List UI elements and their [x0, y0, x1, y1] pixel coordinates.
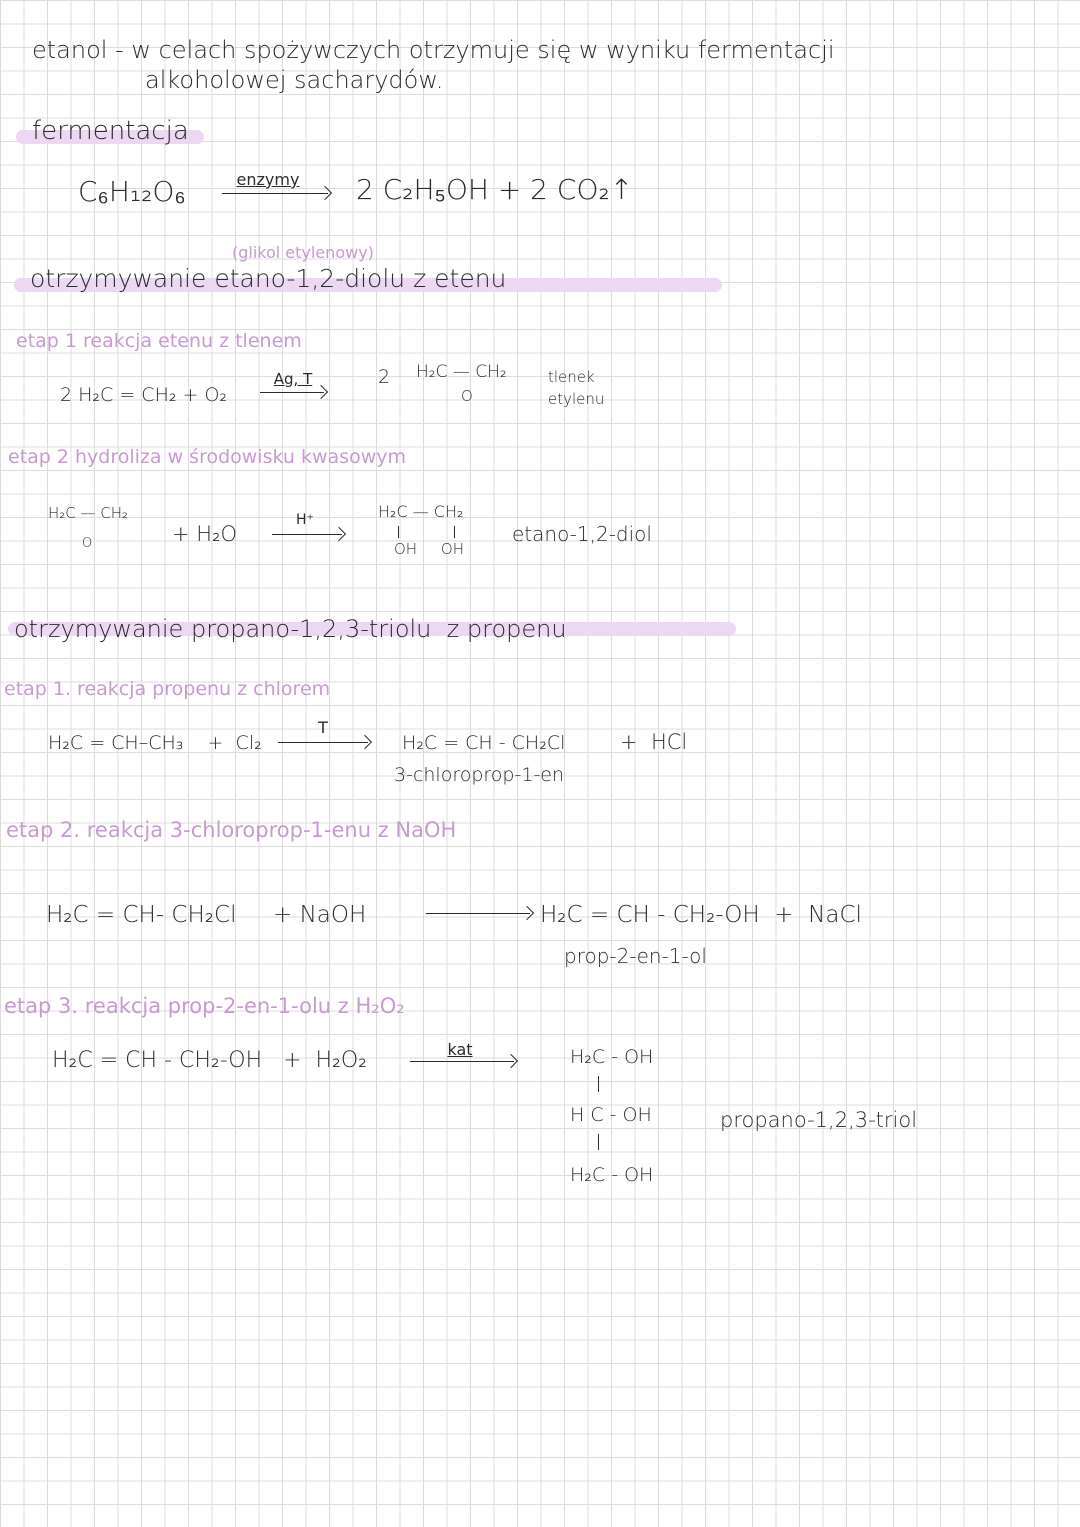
glycol-step1-left: 2 H₂C = CH₂ + O₂ [60, 384, 228, 406]
fermentation-arrow [222, 193, 328, 194]
glycerol-step3-row3: H₂C - OH [570, 1164, 654, 1186]
glycerol-step1-product: H₂C = CH - CH₂Cl [402, 732, 566, 754]
glycerol-step3-row2: H C - OH [570, 1104, 652, 1126]
glycol-step1-title: etap 1 reakcja etenu z tlenem [16, 330, 302, 352]
glycol-step1-condition: Ag, T [273, 370, 313, 388]
glycol-step1-coef: 2 [378, 366, 391, 388]
glycol-step2-condition: H⁺ [296, 512, 314, 528]
glycol-step2-title: etap 2 hydroliza w środowisku kwasowym [8, 446, 406, 468]
fermentation-reactant: C₆H₁₂O₆ [78, 175, 186, 208]
glycerol-step3-title: etap 3. reakcja prop-2-en-1-olu z H₂O₂ [4, 994, 405, 1018]
glycol-step2-epoxide-o: O [82, 536, 93, 551]
glycol-step1-epoxide-o: O [461, 387, 473, 405]
intro-line-2: alkoholowej sacharydów. [145, 66, 444, 94]
glycerol-step2-arrow [426, 913, 530, 914]
glycol-step2-bond-right [454, 526, 455, 538]
glycol-step2-water: + H₂O [172, 522, 238, 546]
glycerol-step1-byproduct: + HCl [620, 730, 688, 754]
glycol-step1-name: tlenek etylenu [548, 368, 605, 408]
glycol-heading: otrzymywanie etano-1,2-diolu z etenu [30, 264, 507, 293]
glycol-step2-bond-left [398, 526, 399, 538]
glycerol-step1-title: etap 1. reakcja propenu z chlorem [4, 678, 331, 700]
fermentation-catalyst: enzymy [236, 170, 300, 189]
glycerol-step2-left: H₂C = CH- CH₂Cl + NaOH [46, 902, 367, 928]
glycerol-step1-name: 3-chloroprop-1-en [394, 764, 565, 786]
fermentation-products: 2 C₂H₅OH + 2 CO₂↑ [356, 173, 634, 206]
intro-line-1: etanol - w celach spożywczych otrzymuje się w wyniku fermentacji [32, 36, 835, 64]
glycerol-step3-arrow [410, 1061, 514, 1062]
glycerol-step1-arrow [278, 742, 368, 743]
glycol-note: (glikol etylenowy) [232, 243, 374, 262]
glycerol-step1-left: H₂C = CH–CH₃ + Cl₂ [48, 732, 262, 754]
glycerol-step3-name: propano-1,2,3-triol [720, 1108, 918, 1132]
glycol-step1-epoxide-top: H₂C — CH₂ [416, 362, 507, 382]
glycerol-step3-row1: H₂C - OH [570, 1046, 654, 1068]
glycerol-step2-title: etap 2. reakcja 3-chloroprop-1-enu z NaOH [6, 818, 457, 842]
glycol-step2-product-top: H₂C — CH₂ [378, 502, 464, 521]
glycerol-step3-bond2 [598, 1134, 599, 1150]
glycerol-step2-name: prop-2-en-1-ol [564, 944, 707, 968]
glycerol-step1-condition: T [318, 718, 328, 737]
glycol-step2-product-bottom: OH OH [394, 540, 465, 558]
glycerol-step3-bond1 [598, 1076, 599, 1092]
glycerol-step2-product: H₂C = CH - CH₂-OH + NaCl [540, 902, 862, 928]
glycerol-step3-left: H₂C = CH - CH₂-OH + H₂O₂ [52, 1048, 368, 1073]
glycol-step2-name: etano-1,2-diol [512, 522, 652, 546]
glycol-step2-epoxide-top: H₂C — CH₂ [48, 504, 129, 522]
fermentation-heading: fermentacja [32, 116, 189, 146]
glycol-step1-arrow [260, 392, 324, 393]
glycerol-heading: otrzymywanie propano-1,2,3-triolu z propenu [14, 615, 567, 643]
glycerol-step3-condition: kat [447, 1040, 473, 1059]
glycol-step2-arrow [272, 534, 342, 535]
